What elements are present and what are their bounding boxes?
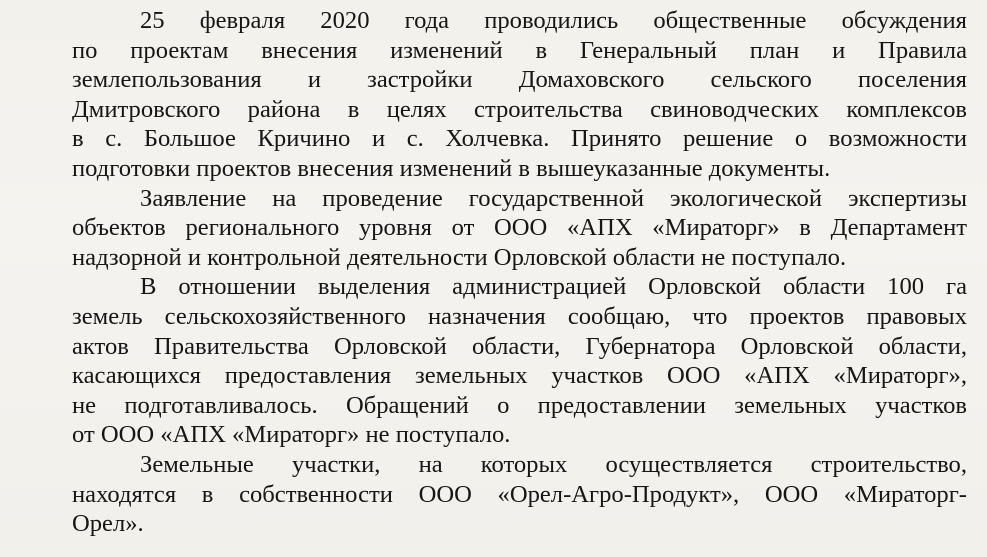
text-line: находятся в собственности ООО «Орел-Агро-Продукт», ООО «Мираторг- xyxy=(72,480,967,508)
text-line: касающихся предоставления земельных участков ООО «АПХ «Мираторг», xyxy=(72,362,967,390)
text-line: землепользования и застройки Домаховского сельского поселения xyxy=(72,66,967,94)
text-line: земель сельскохозяйственного назначения сообщаю, что проектов правовых xyxy=(72,302,967,330)
text-line: Орел». xyxy=(72,510,144,538)
text-line: Заявление на проведение государственной экологической экспертизы xyxy=(140,184,967,212)
text-line: от ООО «АПХ «Мираторг» не поступало. xyxy=(72,421,511,449)
text-line: 25 февраля 2020 года проводились общественные обсуждения xyxy=(140,7,967,34)
text-line: Дмитровского района в целях строительства свиноводческих комплексов xyxy=(72,95,967,123)
text-line: надзорной и контрольной деятельности Орловской области не поступало. xyxy=(72,243,847,271)
document-body xyxy=(72,6,967,539)
text-line: В отношении выделения администрацией Орловской области 100 га xyxy=(140,273,967,301)
paragraph-ecological-expertise xyxy=(72,184,967,273)
text-line: в с. Большое Кричино и с. Холчевка. Принято решение о возможности xyxy=(72,125,967,153)
text-line: подготовки проектов внесения изменений в вышеуказанные документы. xyxy=(72,154,831,182)
text-line: объектов регионального уровня от ООО «АПХ «Мираторг» в Департамент xyxy=(72,214,967,242)
paragraph-public-hearings xyxy=(72,6,967,184)
text-line: по проектам внесения изменений в Генеральный план и Правила xyxy=(72,36,967,64)
text-line: актов Правительства Орловской области, Губернатора Орловской области, xyxy=(72,332,967,360)
paragraph-land-ownership xyxy=(72,450,967,539)
text-line: Земельные участки, на которых осуществляется строительство, xyxy=(140,450,967,478)
paragraph-land-allocation xyxy=(72,272,967,450)
text-line: не подготавливалось. Обращений о предоставлении земельных участков xyxy=(72,391,967,419)
